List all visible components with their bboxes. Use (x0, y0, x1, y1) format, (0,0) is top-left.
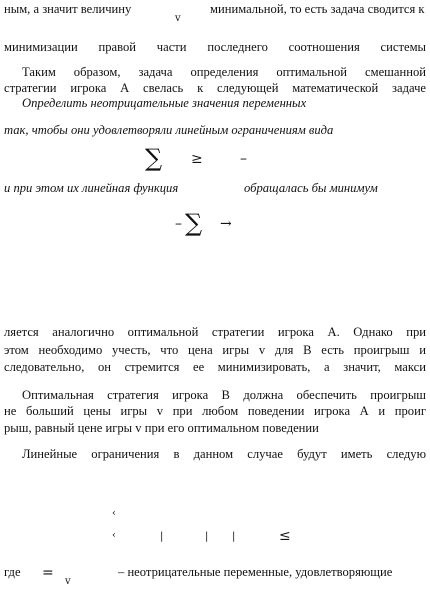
leq-symbol: ≤ (279, 528, 291, 544)
text-line-13: рыш, равный цене игры v при его оптимальном поведении (4, 421, 319, 435)
sum-symbol: ∑ (185, 209, 203, 237)
variable-v: v (65, 576, 71, 587)
text-line-8: ляется аналогично оптимальной стратегии игрока А. Однако при (4, 325, 426, 339)
text-line-4: стратегии игрока А свелась к следующей математической задаче (4, 81, 426, 95)
text-segment: обращалась бы минимум (244, 181, 378, 195)
equals-symbol: = (42, 565, 54, 581)
text-segment: и при этом их линейная функция (4, 181, 179, 195)
text-line-1-tail (210, 2, 426, 17)
sum-symbol: ∑ (145, 144, 163, 172)
text-line-10: следовательно, он стремится ее минимизировать, а значит, макси (4, 360, 426, 374)
text-line-14: Линейные ограничения в данном случае будут иметь следую (22, 447, 426, 461)
variable-v: v (175, 13, 181, 24)
minus-symbol: – (240, 151, 247, 167)
text-line-5: Определить неотрицательные значения переменных (22, 96, 307, 110)
text-line-11: Оптимальная стратегия игрока В должна обеспечить проигрыш (22, 388, 426, 402)
separator: | (232, 531, 236, 542)
separator: | (160, 531, 164, 542)
brace-top: ‹ (112, 508, 116, 519)
arrow-symbol: → (220, 216, 232, 232)
text-segment: где (4, 565, 21, 579)
geq-symbol: ≥ (191, 151, 203, 167)
brace-bottom: ‹ (112, 530, 116, 541)
text-line-12: не больший цены игры v при любом поведении игрока А и проиг (4, 404, 426, 418)
text-line-6: так, чтобы они удовлетворяли линейным ограничениям вида (4, 123, 334, 137)
text-line-7-tail (244, 181, 426, 196)
separator: | (205, 531, 209, 542)
text-line-3: Таким образом, задача определения оптимальной смешанной (22, 65, 426, 79)
text-line-9: этом необходимо учесть, что цена игры v для В есть проигрыш и (4, 343, 426, 357)
text-segment: ным, а значит величину (4, 2, 132, 16)
text-segment: – неотрицательные переменные, удовлетворяющие (118, 565, 393, 579)
text-line-2: минимизации правой части последнего соотношения системы (4, 40, 426, 54)
text-segment: минимальной, то есть задача сводится к (210, 2, 425, 16)
minus-symbol: – (175, 216, 182, 232)
text-line-15-tail (118, 565, 426, 580)
